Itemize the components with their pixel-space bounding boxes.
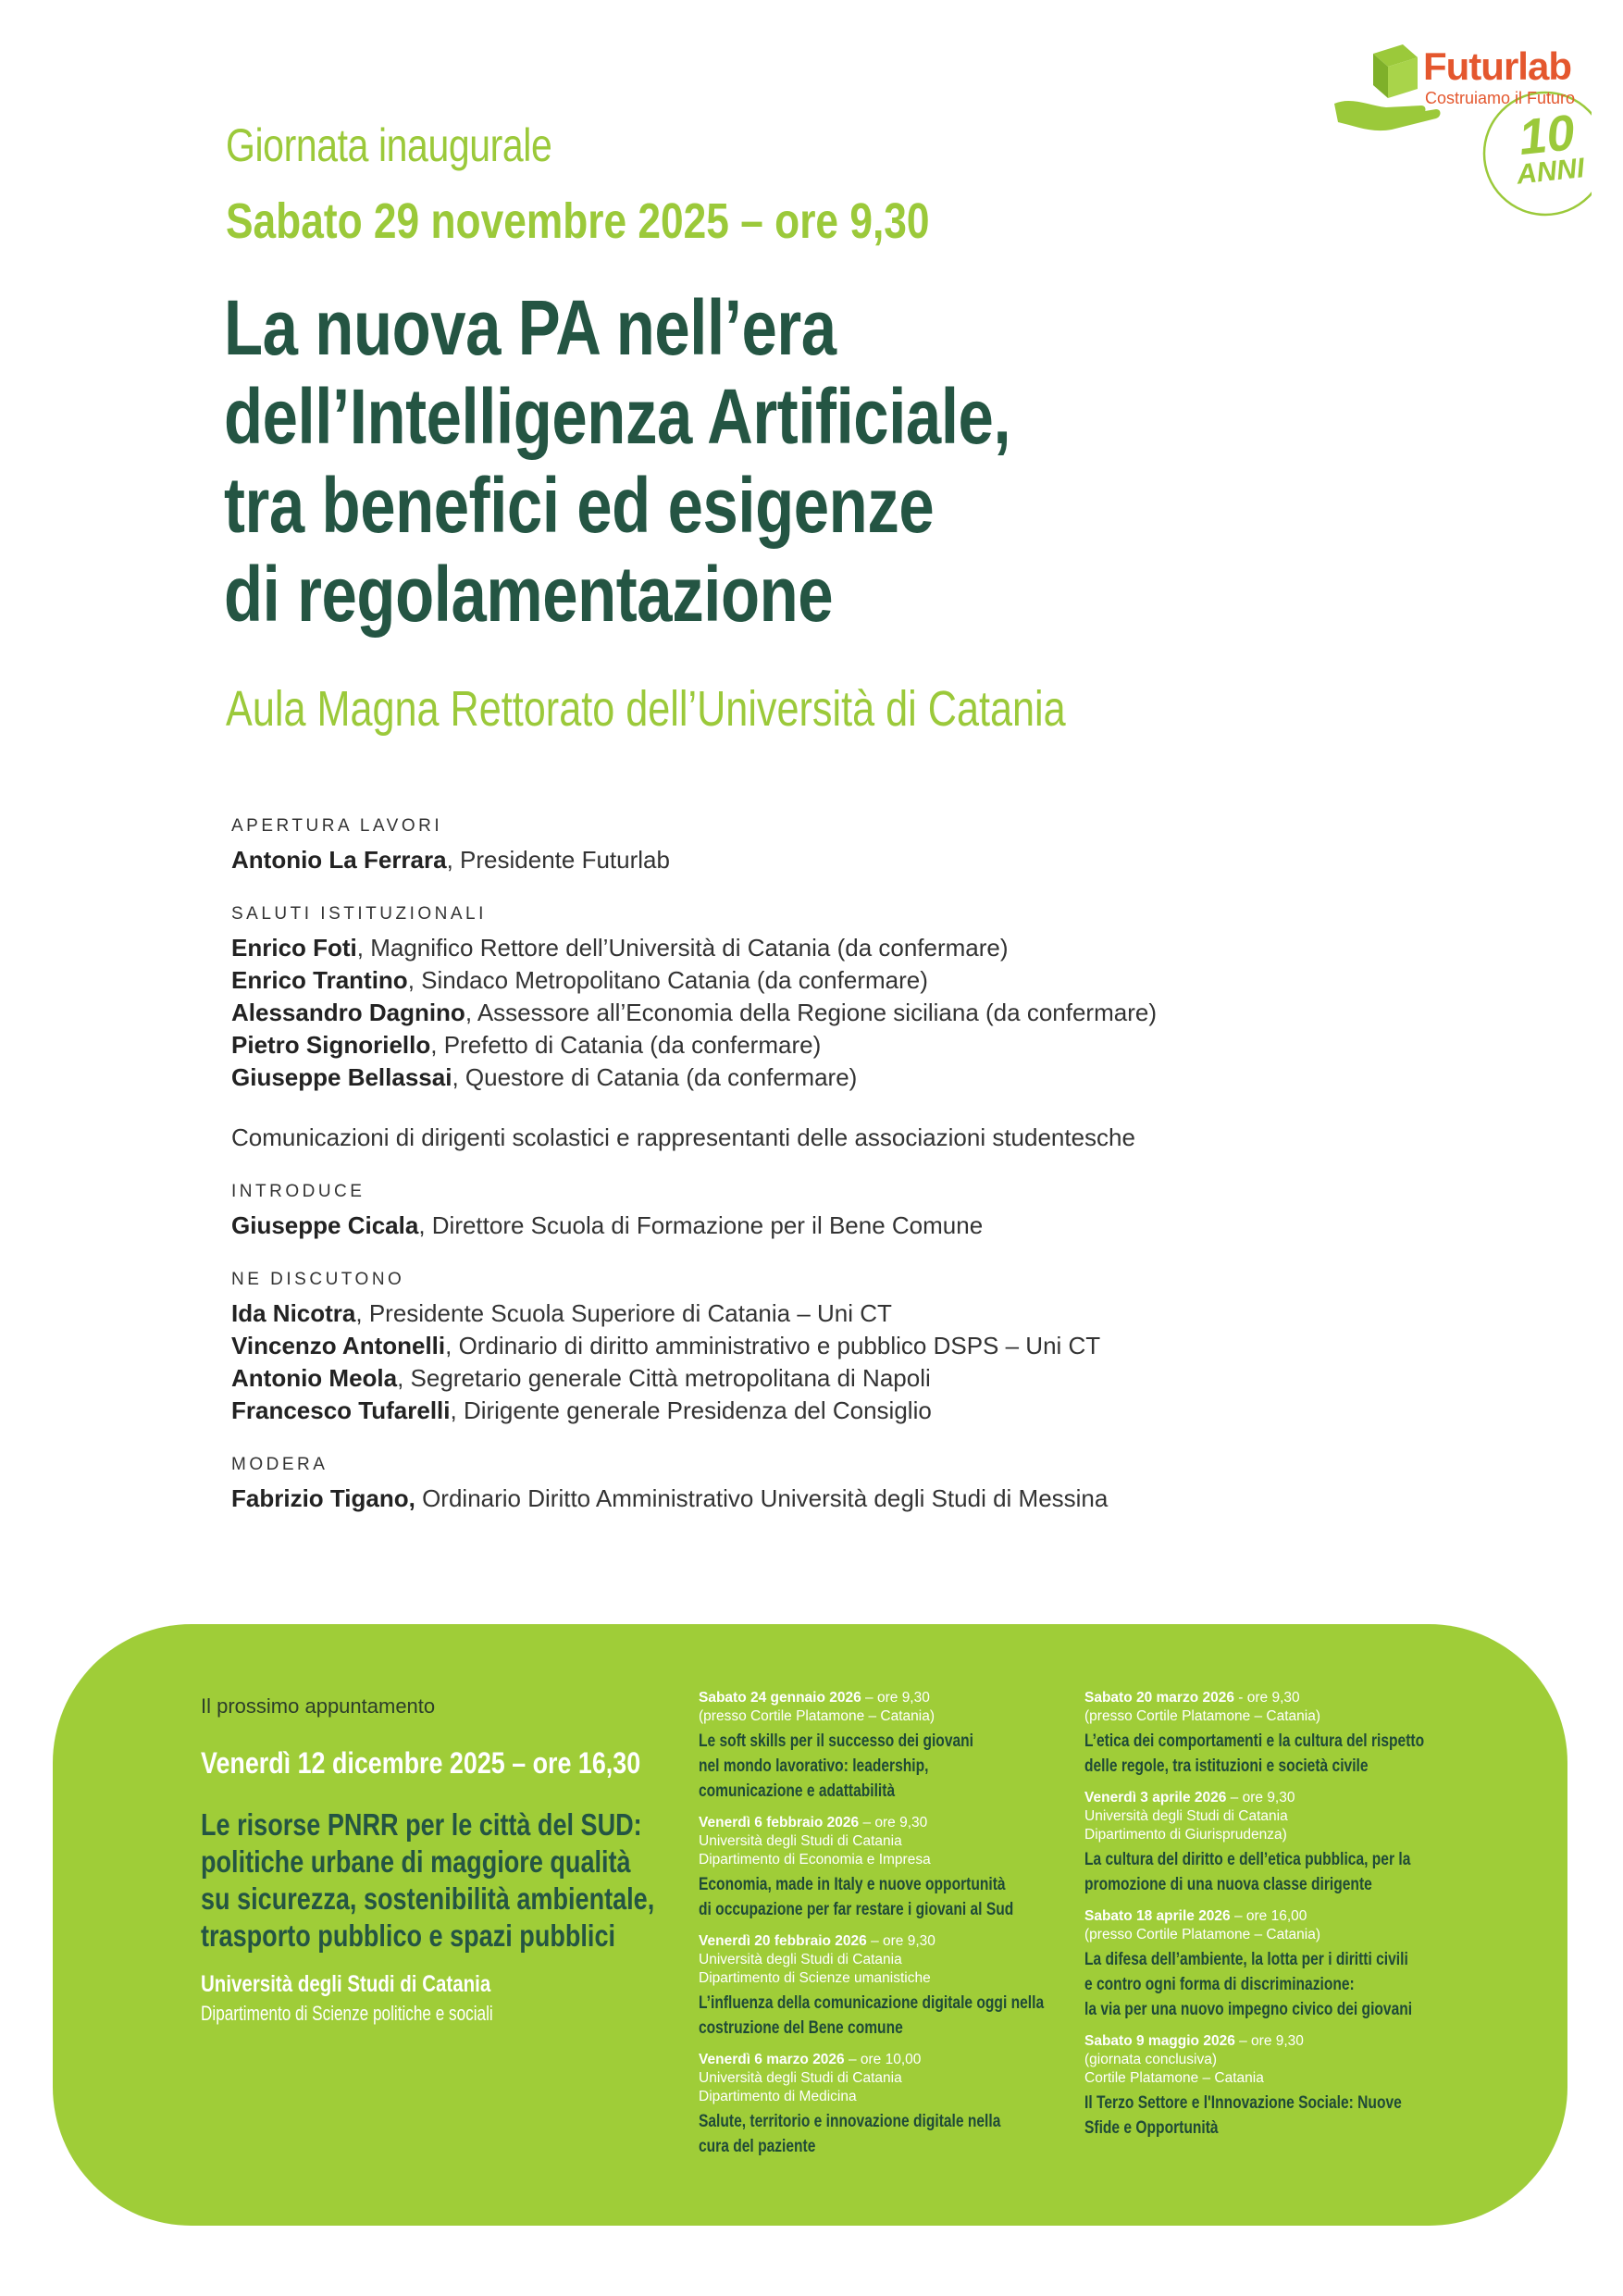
section-label: APERTURA LAVORI: [231, 816, 443, 836]
event-kicker: Giornata inaugurale: [226, 119, 552, 171]
title-line: La nuova PA nell’era: [224, 284, 836, 371]
event-date: Venerdì 6 febbraio 2026: [699, 1815, 860, 1831]
speaker-role: , Assessore all’Economia della Regione siciliana (da confermare): [465, 999, 1157, 1026]
event-date: Venerdì 6 marzo 2026: [699, 2052, 845, 2067]
calendar-event: [699, 2051, 1069, 2159]
anniversary-number: 10: [1516, 105, 1578, 167]
event-venue: Aula Magna Rettorato dell’Università di Catania: [226, 681, 1066, 737]
calendar-event: [1084, 2032, 1455, 2141]
title-line: di regolamentazione: [224, 551, 834, 638]
program: [231, 816, 1453, 1543]
event-title-line: Il Terzo Settore e l'Innovazione Sociale: Nuove: [1084, 2093, 1402, 2113]
speaker-row: [231, 1061, 1453, 1094]
event-date-line: [1084, 1689, 1455, 1707]
section-modera: [231, 1455, 1453, 1515]
speaker-role: , Presidente Scuola Superiore di Catania – Uni CT: [355, 1299, 892, 1327]
speaker-name: Fabrizio Tigano,: [231, 1484, 415, 1512]
calendar-event: [699, 1689, 1069, 1804]
speaker-row: [231, 1395, 1453, 1427]
event-title-line: Le soft skills per il successo dei giovani: [699, 1731, 973, 1751]
communications-note: Comunicazioni di dirigenti scolastici e rappresentanti delle associazioni studentesche: [231, 1123, 1135, 1151]
event-location: Dipartimento di Scienze umanistiche: [699, 1970, 931, 1986]
event-date-line: [1084, 1789, 1455, 1807]
event-title-line: Salute, territorio e innovazione digitale nella: [699, 2112, 1001, 2131]
calendar-event: [1084, 1789, 1455, 1897]
title-line: dell’Intelligenza Artificiale,: [224, 373, 1011, 460]
section-introduce: [231, 1182, 1453, 1242]
speaker-name: Enrico Trantino: [231, 966, 408, 994]
topic-line: Le risorse PNRR per le città del SUD:: [201, 1807, 642, 1842]
speaker-row: [231, 932, 1453, 964]
event-date: Sabato 29 novembre 2025 – ore 9,30: [226, 193, 930, 249]
event-title: [699, 1872, 1063, 1922]
speaker-row: [231, 997, 1453, 1029]
event-date: Sabato 9 maggio 2026: [1084, 2033, 1235, 2049]
event-title-line: La difesa dell’ambiente, la lotta per i diritti civili: [1084, 1950, 1408, 1969]
event-time: – ore 9,30: [866, 1933, 935, 1949]
event-location: Università degli Studi di Catania: [699, 1833, 902, 1849]
event-title-line: comunicazione e adattabilità: [699, 1781, 896, 1801]
speaker-name: Pietro Signoriello: [231, 1031, 431, 1059]
event-title: [699, 2109, 1063, 2159]
futurlab-logo: [1332, 44, 1592, 230]
speaker-name: Vincenzo Antonelli: [231, 1332, 446, 1359]
speaker-role: , Ordinario di diritto amministrativo e pubblico DSPS – Uni CT: [445, 1332, 1101, 1359]
speaker-row: [231, 844, 1453, 876]
event-location: Dipartimento di Economia e Impresa: [699, 1852, 931, 1868]
section-label: MODERA: [231, 1455, 328, 1474]
calendar-event: [699, 1814, 1069, 1922]
event-title-line: L’etica dei comportamenti e la cultura del rispetto: [1084, 1731, 1425, 1751]
next-event-university: Università degli Studi di Catania: [201, 1971, 491, 1997]
next-event-topic: [201, 1806, 717, 1955]
event-title-line: la via per una nuovo impegno civico dei giovani: [1084, 2000, 1413, 2019]
event-time: – ore 9,30: [861, 1690, 930, 1706]
next-event: [201, 1694, 719, 2026]
calendar-event: [1084, 1689, 1455, 1779]
event-title-line: promozione di una nuova classe dirigente: [1084, 1875, 1372, 1894]
next-event-department: Dipartimento di Scienze politiche e sociali: [201, 2002, 493, 2025]
speaker-row: [231, 964, 1453, 997]
topic-line: politiche urbane di maggiore qualità: [201, 1844, 631, 1879]
event-title-line: e contro ogni forma di discriminazione:: [1084, 1975, 1355, 1994]
event-location: (giornata conclusiva): [1084, 2052, 1218, 2067]
speaker-role: , Direttore Scuola di Formazione per il Bene Comune: [418, 1211, 984, 1239]
schedule-panel: [53, 1624, 1567, 2226]
event-date-line: [699, 1932, 1069, 1951]
event-date: Venerdì 20 febbraio 2026: [699, 1933, 867, 1949]
event-date-line: [699, 1814, 1069, 1832]
event-date-line: [699, 2051, 1069, 2069]
event-title-line: delle regole, tra istituzioni e società civile: [1084, 1756, 1369, 1776]
event-time: – ore 10,00: [844, 2052, 922, 2067]
event-date-line: [699, 1689, 1069, 1707]
section-label: NE DISCUTONO: [231, 1270, 405, 1289]
speaker-row: [231, 1483, 1453, 1515]
event-time: – ore 16,00: [1230, 1908, 1307, 1924]
event-title: [699, 1991, 1063, 2041]
event-location: Cortile Platamone – Catania: [1084, 2070, 1264, 2086]
event-location: Dipartimento di Giurisprudenza): [1084, 1827, 1287, 1843]
event-date: Venerdì 3 aprile 2026: [1084, 1790, 1227, 1806]
event-location: (presso Cortile Platamone – Catania): [1084, 1927, 1321, 1942]
calendar-column-1: [699, 1689, 1069, 2169]
speaker-row: [231, 1210, 1453, 1242]
speaker-name: Giuseppe Cicala: [231, 1211, 419, 1239]
title-line: tra benefici ed esigenze: [224, 462, 935, 549]
event-date-line: [1084, 2032, 1455, 2051]
event-title-line: costruzione del Bene comune: [699, 2018, 903, 2038]
speaker-role: , Prefetto di Catania (da confermare): [430, 1031, 822, 1059]
brand-name: Futurlab: [1423, 44, 1571, 88]
speaker-role: , Presidente Futurlab: [446, 846, 670, 874]
speaker-name: Alessandro Dagnino: [231, 999, 465, 1026]
event-time: – ore 9,30: [859, 1815, 928, 1831]
event-title: [224, 283, 1010, 639]
event-title: [699, 1729, 1063, 1804]
topic-line: trasporto pubblico e spazi pubblici: [201, 1918, 616, 1953]
event-time: - ore 9,30: [1233, 1690, 1300, 1706]
speaker-name: Ida Nicotra: [231, 1299, 356, 1327]
speaker-name: Giuseppe Bellassai: [231, 1063, 452, 1091]
event-title: [1084, 2091, 1449, 2141]
event-location: Università degli Studi di Catania: [699, 1952, 902, 1967]
speaker-role: , Questore di Catania (da confermare): [452, 1063, 858, 1091]
event-title: [1084, 1947, 1449, 2022]
speaker-name: Antonio Meola: [231, 1364, 398, 1392]
event-title: [1084, 1847, 1449, 1897]
event-date: Sabato 24 gennaio 2026: [699, 1690, 861, 1706]
section-label: SALUTI ISTITUZIONALI: [231, 904, 487, 924]
event-title-line: La cultura del diritto e dell’etica pubblica, per la: [1084, 1850, 1411, 1869]
event-title-line: cura del paziente: [699, 2137, 816, 2156]
event-date: Sabato 20 marzo 2026: [1084, 1690, 1234, 1706]
event-title-line: L’influenza della comunicazione digitale oggi nella: [699, 1993, 1045, 2013]
event-location: Università degli Studi di Catania: [699, 2070, 902, 2086]
speaker-role: Ordinario Diritto Amministrativo Università degli Studi di Messina: [415, 1484, 1109, 1512]
event-title-line: nel mondo lavorativo: leadership,: [699, 1756, 929, 1776]
speaker-row: [231, 1362, 1453, 1395]
section-saluti: [231, 904, 1453, 1094]
event-title-line: Sfide e Opportunità: [1084, 2118, 1219, 2138]
speaker-role: , Dirigente generale Presidenza del Consiglio: [450, 1396, 932, 1424]
calendar-event: [1084, 1907, 1455, 2022]
event-time: – ore 9,30: [1226, 1790, 1295, 1806]
speaker-role: , Segretario generale Città metropolitana di Napoli: [397, 1364, 931, 1392]
speaker-row: [231, 1297, 1453, 1330]
calendar-event: [699, 1932, 1069, 2041]
event-date: Sabato 18 aprile 2026: [1084, 1908, 1231, 1924]
speaker-name: Francesco Tufarelli: [231, 1396, 451, 1424]
event-time: – ore 9,30: [1234, 2033, 1304, 2049]
anniversary-label: ANNI: [1515, 153, 1586, 191]
anniversary-badge: [1484, 105, 1612, 191]
event-location: Università degli Studi di Catania: [1084, 1808, 1288, 1824]
speaker-row: [231, 1029, 1453, 1061]
speaker-role: , Sindaco Metropolitano Catania (da confermare): [407, 966, 928, 994]
event-date-line: [1084, 1907, 1455, 1926]
event-location: Dipartimento di Medicina: [699, 2089, 857, 2104]
speaker-row: [231, 1330, 1453, 1362]
section-label: INTRODUCE: [231, 1182, 365, 1201]
topic-line: su sicurezza, sostenibilità ambientale,: [201, 1881, 655, 1916]
section-discutono: [231, 1270, 1453, 1427]
event-location: (presso Cortile Platamone – Catania): [699, 1708, 935, 1724]
speaker-name: Antonio La Ferrara: [231, 846, 447, 874]
event-title-line: Economia, made in Italy e nuove opportunità: [699, 1875, 1006, 1894]
speaker-name: Enrico Foti: [231, 934, 357, 962]
next-event-date: Venerdì 12 dicembre 2025 – ore 16,30: [201, 1746, 641, 1780]
event-title-line: di occupazione per far restare i giovani al Sud: [699, 1900, 1014, 1919]
event-location: (presso Cortile Platamone – Catania): [1084, 1708, 1321, 1724]
calendar-column-2: [1084, 1689, 1455, 2151]
event-title: [1084, 1729, 1449, 1779]
next-event-label: Il prossimo appuntamento: [201, 1694, 436, 1718]
section-apertura: [231, 816, 1453, 876]
section-note: [231, 1122, 1453, 1154]
speaker-role: , Magnifico Rettore dell’Università di Catania (da confermare): [356, 934, 1009, 962]
brand-tagline: Costruiamo il Futuro: [1425, 89, 1576, 107]
